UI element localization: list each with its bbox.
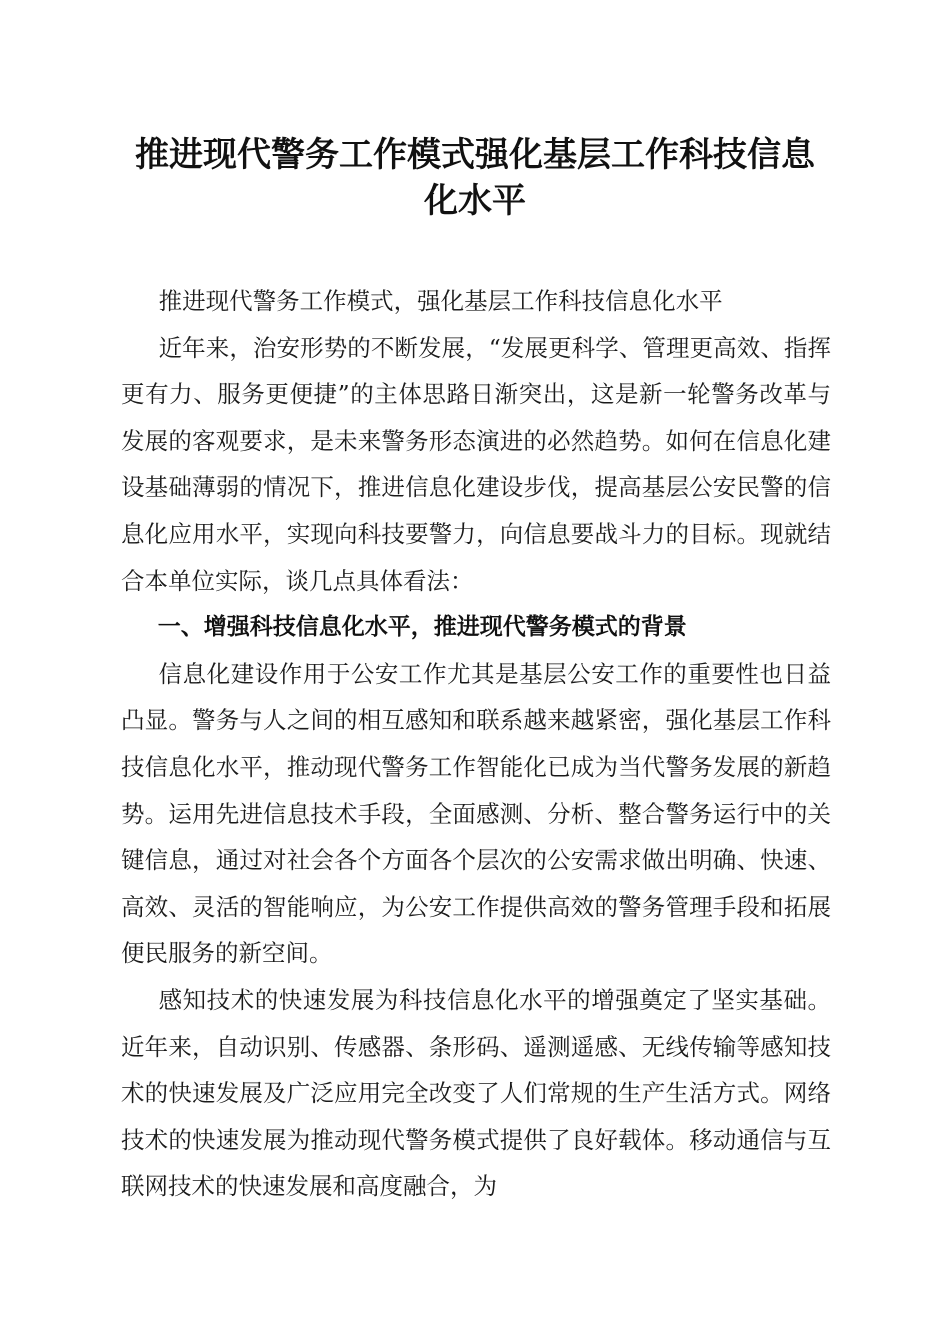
intro-paragraph: 近年来，治安形势的不断发展，“发展更科学、管理更高效、指挥更有力、服务更便捷”的主体思路日渐突出，这是新一轮警务改革与发展的客观要求，是未来警务形态演进的必然趋势。如何在信息化建设基础薄弱的情况下，推进信息化建设步伐，提高基层公安民警的信息化应用水平，实现向科技要警力，向信息要战斗力的目标。现就结合本单位实际，谈几点具体看法： [121, 333, 831, 595]
body-paragraph-2: 感知技术的快速发展为科技信息化水平的增强奠定了坚实基础。近年来，自动识别、传感器、条形码、遥测遥感、无线传输等感知技术的快速发展及广泛应用完全改变了人们常规的生产生活方式。网络技术的快速发展为推动现代警务模式提供了良好载体。移动通信与互联网技术的快速发展和高度融合，为 [121, 985, 831, 1201]
document-body [121, 278, 831, 1210]
document-title-line-2: 化水平 [424, 181, 526, 221]
document-title [100, 132, 850, 224]
subtitle-paragraph: 推进现代警务工作模式，强化基层工作科技信息化水平 [158, 287, 723, 315]
document-title-line-1: 推进现代警务工作模式强化基层工作科技信息 [135, 135, 815, 175]
body-paragraph-1: 信息化建设作用于公安工作尤其是基层公安工作的重要性也日益凸显。警务与人之间的相互感知和联系越来越紧密，强化基层工作科技信息化水平，推动现代警务工作智能化已成为当代警务发展的新趋势。运用先进信息技术手段，全面感测、分析、整合警务运行中的关键信息，通过对社会各个方面各个层次的公安需求做出明确、快速、高效、灵活的智能响应，为公安工作提供高效的警务管理手段和拓展便民服务的新空间。 [121, 659, 831, 968]
section-heading: 一、增强科技信息化水平，推进现代警务模式的背景 [157, 614, 687, 641]
